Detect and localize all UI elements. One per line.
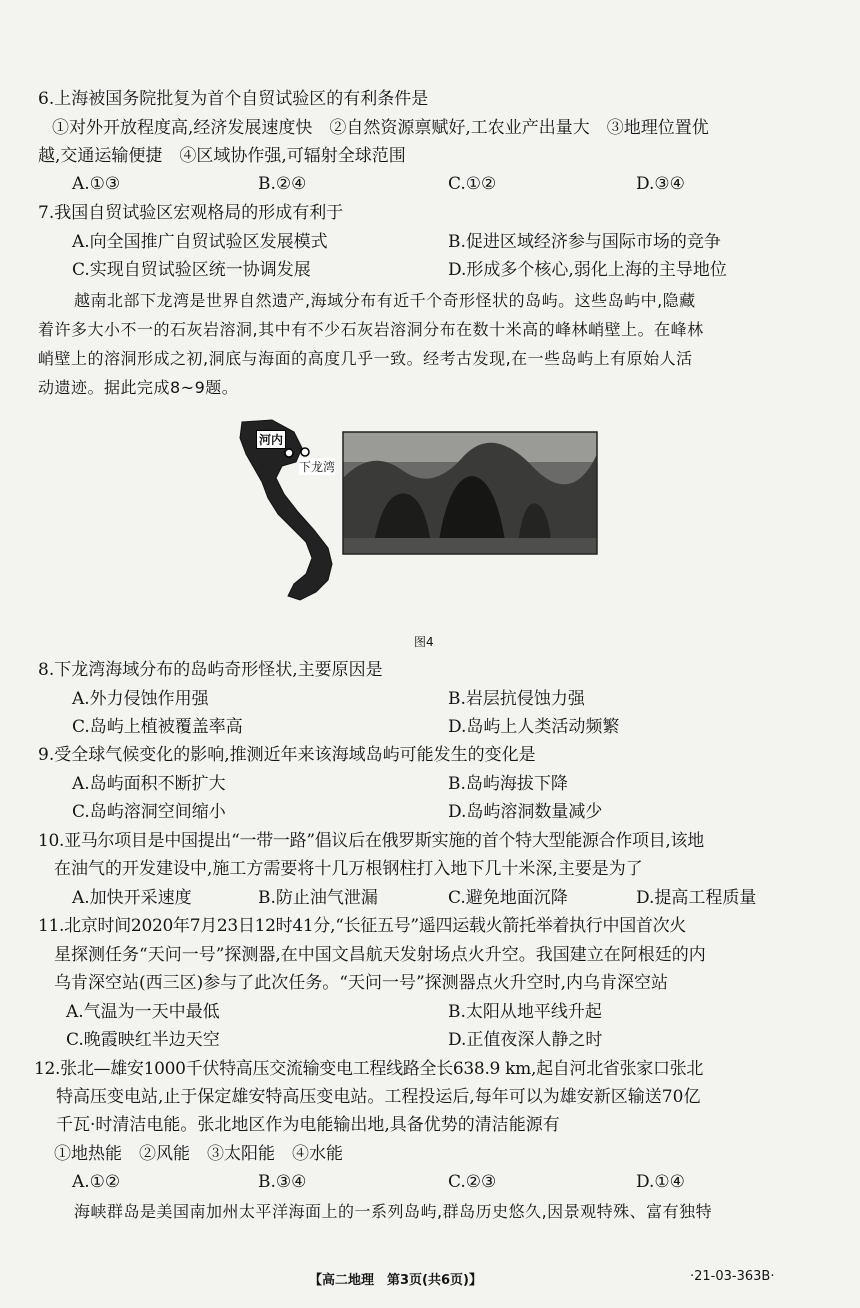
q6-option-a: A.①③ bbox=[72, 174, 121, 194]
halong-label: 下龙湾 bbox=[299, 460, 336, 474]
q7-option-d: D.形成多个核心,弱化上海的主导地位 bbox=[448, 260, 727, 280]
q9-option-c: C.岛屿溶洞空间缩小 bbox=[72, 802, 226, 822]
footer-code: ·21-03-363B· bbox=[690, 1269, 775, 1284]
q11-stem-line1: 11.北京时间2020年7月23日12时41分,“长征五号”遥四运载火箭托举着执行中国首次火 bbox=[38, 916, 686, 936]
hanoi-marker bbox=[285, 449, 293, 457]
q10-stem-line1: 10.亚马尔项目是中国提出“一带一路”倡议后在俄罗斯实施的首个特大型能源合作项目,该地 bbox=[38, 831, 704, 851]
footer-page-info: 【高二地理 第3页(共6页)】 bbox=[309, 1273, 482, 1288]
q12-option-b: B.③④ bbox=[258, 1172, 307, 1192]
q6-option-d: D.③④ bbox=[636, 174, 685, 194]
q6-option-b: B.②④ bbox=[258, 174, 307, 194]
q10-option-c: C.避免地面沉降 bbox=[448, 888, 568, 908]
q10-option-d: D.提高工程质量 bbox=[636, 888, 757, 908]
q8-option-d: D.岛屿上人类活动频繁 bbox=[448, 717, 620, 737]
q12-stem-line2: 特高压变电站,止于保定雄安特高压变电站。工程投运后,每年可以为雄安新区输送70亿 bbox=[56, 1087, 701, 1107]
q11-option-d: D.正值夜深人静之时 bbox=[448, 1030, 603, 1050]
q10-option-b: B.防止油气泄漏 bbox=[258, 888, 378, 908]
q6-items-line1: ①对外开放程度高,经济发展速度快 ②自然资源禀赋好,工农业产出量大 ③地理位置优 bbox=[52, 118, 709, 138]
q12-stem-line1: 12.张北—雄安1000千伏特高压交流输变电工程线路全长638.9 km,起自河北省张家口张北 bbox=[34, 1059, 704, 1079]
q7-option-b: B.促进区域经济参与国际市场的竞争 bbox=[448, 232, 721, 252]
q11-option-a: A.气温为一天中最低 bbox=[66, 1002, 220, 1022]
q11-stem-line2: 星探测任务“天问一号”探测器,在中国文昌航天发射场点火升空。我国建立在阿根廷的内 bbox=[54, 945, 706, 965]
q6-option-c: C.①② bbox=[448, 174, 497, 194]
q12-option-a: A.①② bbox=[72, 1172, 121, 1192]
q7-stem: 7.我国自贸试验区宏观格局的形成有利于 bbox=[38, 203, 344, 223]
q6-stem: 6.上海被国务院批复为首个自贸试验区的有利条件是 bbox=[38, 89, 429, 109]
passage1-line4: 动遗迹。据此完成8~9题。 bbox=[38, 378, 239, 397]
figure-4 bbox=[232, 418, 602, 604]
q9-option-b: B.岛屿海拔下降 bbox=[448, 774, 568, 794]
passage1-line2: 着许多大小不一的石灰岩溶洞,其中有不少石灰岩溶洞分布在数十米高的峰林峭壁上。在峰林 bbox=[38, 320, 704, 339]
page-footer bbox=[0, 1265, 860, 1295]
q11-option-c: C.晚霞映红半边天空 bbox=[66, 1030, 220, 1050]
q12-stem-line3: 千瓦·时清洁电能。张北地区作为电能输出地,具备优势的清洁能源有 bbox=[56, 1115, 560, 1135]
q8-option-a: A.外力侵蚀作用强 bbox=[72, 689, 209, 709]
q9-stem: 9.受全球气候变化的影响,推测近年来该海域岛屿可能发生的变化是 bbox=[38, 745, 536, 765]
q8-stem: 8.下龙湾海域分布的岛屿奇形怪状,主要原因是 bbox=[38, 660, 383, 680]
passage2-line1: 海峡群岛是美国南加州太平洋海面上的一系列岛屿,群岛历史悠久,因景观特殊、富有独特 bbox=[74, 1202, 713, 1221]
q10-option-a: A.加快开采速度 bbox=[72, 888, 192, 908]
q9-option-d: D.岛屿溶洞数量减少 bbox=[448, 802, 603, 822]
q6-items-line2: 越,交通运输便捷 ④区域协作强,可辐射全球范围 bbox=[38, 146, 406, 166]
vietnam-map-and-photo bbox=[232, 418, 602, 604]
q8-option-c: C.岛屿上植被覆盖率高 bbox=[72, 717, 243, 737]
q7-option-a: A.向全国推广自贸试验区发展模式 bbox=[72, 232, 328, 252]
figure-caption: 图4 bbox=[414, 635, 434, 649]
passage1-line3: 峭壁上的溶洞形成之初,洞底与海面的高度几乎一致。经考古发现,在一些岛屿上有原始人活 bbox=[38, 349, 693, 368]
q11-stem-line3: 乌肯深空站(西三区)参与了此次任务。“天问一号”探测器点火升空时,内乌肯深空站 bbox=[54, 973, 669, 993]
q10-stem-line2: 在油气的开发建设中,施工方需要将十几万根钢柱打入地下几十米深,主要是为了 bbox=[54, 859, 643, 879]
q12-option-d: D.①④ bbox=[636, 1172, 685, 1192]
q9-option-a: A.岛屿面积不断扩大 bbox=[72, 774, 226, 794]
q12-items: ①地热能 ②风能 ③太阳能 ④水能 bbox=[54, 1144, 343, 1164]
halong-marker bbox=[301, 448, 309, 456]
q11-option-b: B.太阳从地平线升起 bbox=[448, 1002, 602, 1022]
passage1-line1: 越南北部下龙湾是世界自然遗产,海域分布有近千个奇形怪状的岛屿。这些岛屿中,隐藏 bbox=[74, 291, 696, 310]
hanoi-label: 河内 bbox=[256, 430, 286, 449]
q8-option-b: B.岩层抗侵蚀力强 bbox=[448, 689, 585, 709]
q12-option-c: C.②③ bbox=[448, 1172, 497, 1192]
q7-option-c: C.实现自贸试验区统一协调发展 bbox=[72, 260, 311, 280]
